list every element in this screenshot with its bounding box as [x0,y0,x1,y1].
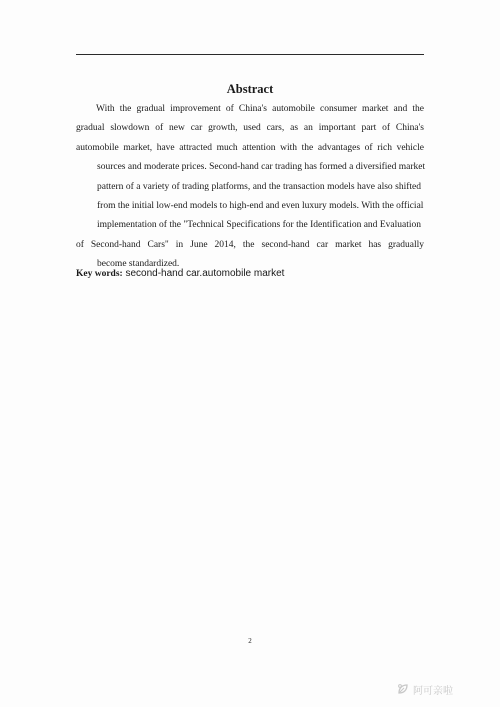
abstract-line: implementation of the "Technical Specifications for the Identification and Evaluation [97,220,421,231]
abstract-line: sources and moderate prices. Second-hand car trading has formed a diversified market [97,162,426,173]
watermark-text: 阿可亲啦 [413,685,453,697]
abstract-title: Abstract [226,82,274,96]
keywords-line [76,267,424,281]
abstract-body [76,100,424,275]
abstract-line: of Second-hand Cars" in June 2014, the second-hand car market has gradually [76,239,424,250]
header-rule [76,54,424,55]
abstract-line: pattern of a variety of trading platforms, and the transaction models have also shifted [97,181,421,192]
abstract-line: become standardized. [97,259,180,270]
keywords-value: second-hand car.automobile market [122,268,285,279]
leaf-logo-icon [396,682,410,696]
abstract-line: automobile market, have attracted much attention with the advantages of rich vehicle [76,142,424,153]
keywords-label: Key words: [76,269,123,279]
page-number: 2 [248,637,252,645]
watermark [396,681,453,697]
abstract-line: from the initial low-end models to high-end and even luxury models. With the official [97,200,424,211]
abstract-line: With the gradual improvement of China's automobile consumer market and the [96,104,424,114]
abstract-line: gradual slowdown of new car growth, used cars, as an important part of China's [76,123,424,134]
